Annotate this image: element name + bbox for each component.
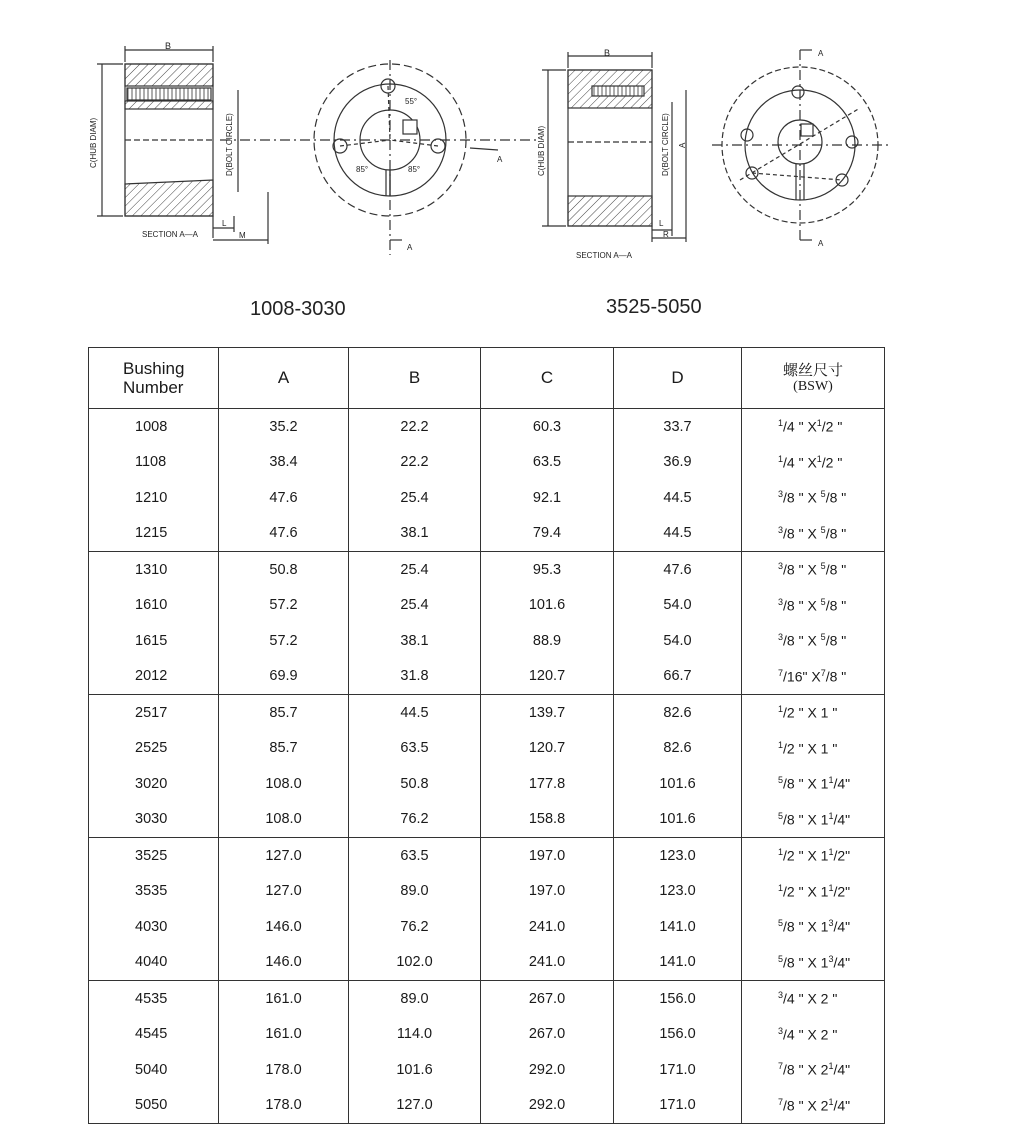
thread-numerator: 3 bbox=[778, 632, 784, 643]
cell-thread-size bbox=[742, 945, 885, 981]
cell-d: 54.0 bbox=[614, 588, 742, 624]
cell-thread-size bbox=[742, 480, 885, 516]
thread-main: /2 " X 1 " bbox=[783, 705, 838, 722]
thread-main: /8 " X bbox=[783, 562, 821, 579]
cell-thread-size bbox=[742, 874, 885, 910]
table-row-group bbox=[89, 409, 885, 552]
thread-fraction-denominator: /8 " bbox=[825, 562, 847, 579]
table-row bbox=[89, 480, 885, 516]
table-row bbox=[89, 731, 885, 767]
cell-thread-size bbox=[742, 1088, 885, 1124]
table-row-group bbox=[89, 695, 885, 838]
header-thread-line1: 螺丝尺寸 bbox=[782, 360, 843, 379]
cell-a: 127.0 bbox=[219, 874, 349, 910]
left-angle-right: 85° bbox=[408, 165, 421, 174]
left-drawing-caption: 1008-3030 bbox=[250, 298, 346, 320]
cell-b: 25.4 bbox=[349, 480, 481, 516]
header-thread-size bbox=[742, 348, 885, 409]
cell-bushing-number: 1108 bbox=[89, 445, 219, 481]
thread-main: /4 " X bbox=[783, 419, 817, 436]
cell-c: 95.3 bbox=[481, 552, 614, 588]
left-marker-a-right: A bbox=[497, 155, 503, 164]
thread-fraction-denominator: /2 " bbox=[821, 419, 843, 436]
cell-a: 35.2 bbox=[219, 409, 349, 445]
table-row bbox=[89, 909, 885, 945]
thread-main: /8 " X 1 bbox=[783, 776, 829, 793]
cell-b: 63.5 bbox=[349, 731, 481, 767]
table-row bbox=[89, 445, 885, 481]
cell-d: 82.6 bbox=[614, 695, 742, 731]
thread-numerator: 1 bbox=[778, 704, 784, 715]
cell-thread-size bbox=[742, 731, 885, 767]
table-row bbox=[89, 1017, 885, 1053]
thread-fraction-numerator: 5 bbox=[820, 561, 826, 572]
cell-c: 267.0 bbox=[481, 1017, 614, 1053]
thread-fraction-numerator: 1 bbox=[828, 1061, 834, 1072]
table-row bbox=[89, 409, 885, 445]
cell-c: 177.8 bbox=[481, 766, 614, 802]
thread-fraction-denominator: /4" bbox=[833, 811, 851, 828]
table-row bbox=[89, 1088, 885, 1124]
thread-fraction-denominator: /4" bbox=[833, 1062, 851, 1079]
cell-d: 47.6 bbox=[614, 552, 742, 588]
cell-c: 120.7 bbox=[481, 731, 614, 767]
left-marker-a-bottom: A bbox=[407, 243, 413, 252]
cell-b: 38.1 bbox=[349, 516, 481, 552]
cell-thread-size bbox=[742, 659, 885, 695]
thread-fraction-denominator: /8 " bbox=[825, 490, 847, 507]
thread-fraction-denominator: /2" bbox=[833, 848, 851, 865]
left-section-view bbox=[97, 46, 540, 244]
cell-b: 63.5 bbox=[349, 838, 481, 874]
cell-a: 127.0 bbox=[219, 838, 349, 874]
cell-c: 267.0 bbox=[481, 981, 614, 1017]
thread-numerator: 1 bbox=[778, 882, 784, 893]
cell-d: 82.6 bbox=[614, 731, 742, 767]
thread-main: /4 " X bbox=[783, 454, 817, 471]
cell-d: 123.0 bbox=[614, 874, 742, 910]
cell-c: 92.1 bbox=[481, 480, 614, 516]
cell-a: 161.0 bbox=[219, 981, 349, 1017]
cell-c: 241.0 bbox=[481, 909, 614, 945]
thread-fraction-denominator: /4" bbox=[833, 954, 851, 971]
cell-d: 44.5 bbox=[614, 516, 742, 552]
cell-thread-size bbox=[742, 588, 885, 624]
cell-thread-size bbox=[742, 623, 885, 659]
cell-a: 50.8 bbox=[219, 552, 349, 588]
cell-thread-size bbox=[742, 838, 885, 874]
cell-thread-size bbox=[742, 1052, 885, 1088]
cell-b: 22.2 bbox=[349, 445, 481, 481]
cell-a: 57.2 bbox=[219, 588, 349, 624]
cell-b: 102.0 bbox=[349, 945, 481, 981]
thread-main: /4 " X 2 " bbox=[783, 1026, 838, 1043]
cell-thread-size bbox=[742, 445, 885, 481]
cell-d: 141.0 bbox=[614, 909, 742, 945]
right-front-view bbox=[712, 50, 888, 240]
technical-drawings bbox=[0, 0, 1018, 290]
cell-bushing-number: 3535 bbox=[89, 874, 219, 910]
cell-a: 47.6 bbox=[219, 516, 349, 552]
cell-a: 108.0 bbox=[219, 802, 349, 838]
cell-thread-size bbox=[742, 516, 885, 552]
right-marker-a-top: A bbox=[818, 49, 824, 58]
thread-fraction-numerator: 1 bbox=[816, 418, 822, 429]
cell-b: 31.8 bbox=[349, 659, 481, 695]
cell-c: 139.7 bbox=[481, 695, 614, 731]
table-row bbox=[89, 874, 885, 910]
thread-fraction-denominator: /8 " bbox=[825, 668, 847, 685]
cell-b: 114.0 bbox=[349, 1017, 481, 1053]
cell-bushing-number: 2012 bbox=[89, 659, 219, 695]
cell-d: 123.0 bbox=[614, 838, 742, 874]
header-bushing-line1: Bushing bbox=[123, 359, 185, 378]
cell-a: 146.0 bbox=[219, 945, 349, 981]
cell-c: 101.6 bbox=[481, 588, 614, 624]
table-row bbox=[89, 588, 885, 624]
cell-b: 89.0 bbox=[349, 981, 481, 1017]
cell-b: 76.2 bbox=[349, 909, 481, 945]
cell-a: 146.0 bbox=[219, 909, 349, 945]
cell-d: 156.0 bbox=[614, 981, 742, 1017]
cell-bushing-number: 2517 bbox=[89, 695, 219, 731]
header-bushing-line2: Number bbox=[123, 378, 184, 397]
thread-numerator: 3 bbox=[778, 524, 784, 535]
cell-bushing-number: 1215 bbox=[89, 516, 219, 552]
left-dim-m: M bbox=[239, 231, 246, 240]
thread-main: /8 " X bbox=[783, 633, 821, 650]
thread-numerator: 3 bbox=[778, 561, 784, 572]
left-dim-l: L bbox=[222, 219, 227, 228]
cell-a: 108.0 bbox=[219, 766, 349, 802]
right-drawing-caption: 3525-5050 bbox=[606, 296, 702, 318]
header-bushing-number bbox=[89, 348, 219, 409]
table-row bbox=[89, 766, 885, 802]
cell-bushing-number: 5040 bbox=[89, 1052, 219, 1088]
thread-numerator: 1 bbox=[778, 847, 784, 858]
right-dim-b: B bbox=[604, 48, 611, 58]
cell-bushing-number: 3030 bbox=[89, 802, 219, 838]
cell-b: 25.4 bbox=[349, 552, 481, 588]
thread-main: /8 " X 1 bbox=[783, 919, 829, 936]
cell-d: 36.9 bbox=[614, 445, 742, 481]
thread-fraction-numerator: 3 bbox=[828, 953, 834, 964]
thread-fraction-numerator: 1 bbox=[828, 882, 834, 893]
cell-b: 22.2 bbox=[349, 409, 481, 445]
left-section-label: SECTION A—A bbox=[142, 230, 199, 239]
thread-main: /2 " X 1 " bbox=[783, 740, 838, 757]
cell-bushing-number: 4030 bbox=[89, 909, 219, 945]
cell-c: 292.0 bbox=[481, 1088, 614, 1124]
cell-thread-size bbox=[742, 409, 885, 445]
thread-main: /8 " X 1 bbox=[783, 954, 829, 971]
thread-fraction-denominator: /4" bbox=[833, 1097, 851, 1114]
thread-fraction-numerator: 5 bbox=[820, 596, 826, 607]
thread-fraction-numerator: 5 bbox=[820, 524, 826, 535]
header-b: B bbox=[349, 348, 481, 409]
thread-numerator: 7 bbox=[778, 1061, 784, 1072]
table-row bbox=[89, 659, 885, 695]
thread-main: /4 " X 2 " bbox=[783, 991, 838, 1008]
thread-fraction-denominator: /8 " bbox=[825, 525, 847, 542]
cell-a: 69.9 bbox=[219, 659, 349, 695]
cell-thread-size bbox=[742, 802, 885, 838]
left-dim-c: C(HUB DIAM) bbox=[89, 117, 98, 168]
cell-bushing-number: 2525 bbox=[89, 731, 219, 767]
thread-fraction-numerator: 1 bbox=[816, 453, 822, 464]
cell-b: 25.4 bbox=[349, 588, 481, 624]
thread-numerator: 3 bbox=[778, 990, 784, 1001]
right-section-label: SECTION A—A bbox=[576, 251, 633, 260]
cell-b: 50.8 bbox=[349, 766, 481, 802]
right-dim-d: D(BOLT CIRCLE) bbox=[661, 113, 670, 176]
thread-fraction-numerator: 3 bbox=[828, 918, 834, 929]
thread-main: /2 " X 1 bbox=[783, 848, 829, 865]
thread-numerator: 7 bbox=[778, 1096, 784, 1107]
thread-fraction-denominator: /4" bbox=[833, 919, 851, 936]
table-row-group bbox=[89, 838, 885, 981]
thread-numerator: 3 bbox=[778, 489, 784, 500]
left-angle-left: 85° bbox=[356, 165, 369, 174]
cell-bushing-number: 3525 bbox=[89, 838, 219, 874]
thread-numerator: 5 bbox=[778, 775, 784, 786]
cell-a: 85.7 bbox=[219, 731, 349, 767]
table-row bbox=[89, 802, 885, 838]
thread-main: /16" X bbox=[783, 668, 821, 685]
cell-d: 171.0 bbox=[614, 1052, 742, 1088]
thread-main: /2 " X 1 bbox=[783, 883, 829, 900]
cell-b: 44.5 bbox=[349, 695, 481, 731]
right-dim-c: C(HUB DIAM) bbox=[537, 125, 546, 176]
cell-bushing-number: 1210 bbox=[89, 480, 219, 516]
cell-bushing-number: 1610 bbox=[89, 588, 219, 624]
cell-d: 101.6 bbox=[614, 766, 742, 802]
cell-c: 197.0 bbox=[481, 874, 614, 910]
cell-thread-size bbox=[742, 909, 885, 945]
right-marker-a-bottom: A bbox=[818, 239, 824, 248]
table-row bbox=[89, 838, 885, 874]
right-dim-a: A bbox=[678, 142, 687, 148]
cell-c: 60.3 bbox=[481, 409, 614, 445]
thread-fraction-numerator: 1 bbox=[828, 1096, 834, 1107]
cell-d: 33.7 bbox=[614, 409, 742, 445]
table-row bbox=[89, 516, 885, 552]
thread-numerator: 1 bbox=[778, 453, 784, 464]
thread-fraction-denominator: /4" bbox=[833, 776, 851, 793]
cell-a: 47.6 bbox=[219, 480, 349, 516]
cell-d: 171.0 bbox=[614, 1088, 742, 1124]
cell-bushing-number: 5050 bbox=[89, 1088, 219, 1124]
thread-numerator: 5 bbox=[778, 810, 784, 821]
right-dim-l: L bbox=[659, 219, 664, 228]
table-row-group bbox=[89, 981, 885, 1124]
cell-a: 161.0 bbox=[219, 1017, 349, 1053]
cell-b: 89.0 bbox=[349, 874, 481, 910]
cell-a: 178.0 bbox=[219, 1088, 349, 1124]
thread-fraction-denominator: /2" bbox=[833, 883, 851, 900]
thread-main: /8 " X bbox=[783, 597, 821, 614]
table-row-group bbox=[89, 552, 885, 695]
cell-d: 156.0 bbox=[614, 1017, 742, 1053]
header-c: C bbox=[481, 348, 614, 409]
cell-b: 127.0 bbox=[349, 1088, 481, 1124]
thread-numerator: 7 bbox=[778, 667, 784, 678]
cell-c: 292.0 bbox=[481, 1052, 614, 1088]
thread-numerator: 5 bbox=[778, 953, 784, 964]
table-row bbox=[89, 945, 885, 981]
thread-fraction-denominator: /8 " bbox=[825, 597, 847, 614]
thread-main: /8 " X 2 bbox=[783, 1097, 829, 1114]
cell-d: 54.0 bbox=[614, 623, 742, 659]
thread-main: /8 " X bbox=[783, 490, 821, 507]
left-front-view bbox=[314, 60, 498, 255]
thread-numerator: 5 bbox=[778, 918, 784, 929]
cell-thread-size bbox=[742, 766, 885, 802]
cell-a: 57.2 bbox=[219, 623, 349, 659]
cell-bushing-number: 4545 bbox=[89, 1017, 219, 1053]
left-dim-b: B bbox=[165, 41, 172, 51]
cell-b: 101.6 bbox=[349, 1052, 481, 1088]
thread-fraction-numerator: 1 bbox=[828, 810, 834, 821]
thread-main: /8 " X bbox=[783, 525, 821, 542]
cell-bushing-number: 1310 bbox=[89, 552, 219, 588]
cell-thread-size bbox=[742, 695, 885, 731]
cell-bushing-number: 3020 bbox=[89, 766, 219, 802]
cell-a: 85.7 bbox=[219, 695, 349, 731]
cell-bushing-number: 4535 bbox=[89, 981, 219, 1017]
cell-thread-size bbox=[742, 981, 885, 1017]
cell-bushing-number: 4040 bbox=[89, 945, 219, 981]
cell-c: 158.8 bbox=[481, 802, 614, 838]
thread-fraction-numerator: 5 bbox=[820, 632, 826, 643]
table-row bbox=[89, 552, 885, 588]
cell-b: 76.2 bbox=[349, 802, 481, 838]
cell-c: 197.0 bbox=[481, 838, 614, 874]
cell-c: 79.4 bbox=[481, 516, 614, 552]
thread-fraction-denominator: /8 " bbox=[825, 633, 847, 650]
left-dim-d: D(BOLT CIRCLE) bbox=[225, 113, 234, 176]
thread-main: /8 " X 1 bbox=[783, 811, 829, 828]
cell-c: 63.5 bbox=[481, 445, 614, 481]
thread-numerator: 3 bbox=[778, 1025, 784, 1036]
cell-a: 178.0 bbox=[219, 1052, 349, 1088]
table-header-row bbox=[89, 348, 885, 409]
cell-c: 241.0 bbox=[481, 945, 614, 981]
thread-main: /8 " X 2 bbox=[783, 1062, 829, 1079]
cell-bushing-number: 1008 bbox=[89, 409, 219, 445]
cell-thread-size bbox=[742, 552, 885, 588]
table-row bbox=[89, 1052, 885, 1088]
left-angle-top: 55° bbox=[405, 97, 418, 106]
table-row bbox=[89, 623, 885, 659]
thread-numerator: 3 bbox=[778, 596, 784, 607]
table-row bbox=[89, 695, 885, 731]
thread-fraction-numerator: 1 bbox=[828, 847, 834, 858]
thread-fraction-denominator: /2 " bbox=[821, 454, 843, 471]
cell-d: 101.6 bbox=[614, 802, 742, 838]
cell-c: 120.7 bbox=[481, 659, 614, 695]
thread-numerator: 1 bbox=[778, 739, 784, 750]
cell-c: 88.9 bbox=[481, 623, 614, 659]
cell-thread-size bbox=[742, 1017, 885, 1053]
cell-d: 66.7 bbox=[614, 659, 742, 695]
cell-d: 44.5 bbox=[614, 480, 742, 516]
header-thread-line2: (BSW) bbox=[793, 378, 833, 394]
cell-a: 38.4 bbox=[219, 445, 349, 481]
bushing-specs-table bbox=[88, 347, 885, 1124]
thread-numerator: 1 bbox=[778, 418, 784, 429]
header-d: D bbox=[614, 348, 742, 409]
thread-fraction-numerator: 1 bbox=[828, 775, 834, 786]
right-dim-r: R bbox=[663, 230, 669, 239]
thread-fraction-numerator: 7 bbox=[820, 667, 826, 678]
cell-bushing-number: 1615 bbox=[89, 623, 219, 659]
thread-fraction-numerator: 5 bbox=[820, 489, 826, 500]
cell-d: 141.0 bbox=[614, 945, 742, 981]
header-a: A bbox=[219, 348, 349, 409]
table-row bbox=[89, 981, 885, 1017]
cell-b: 38.1 bbox=[349, 623, 481, 659]
